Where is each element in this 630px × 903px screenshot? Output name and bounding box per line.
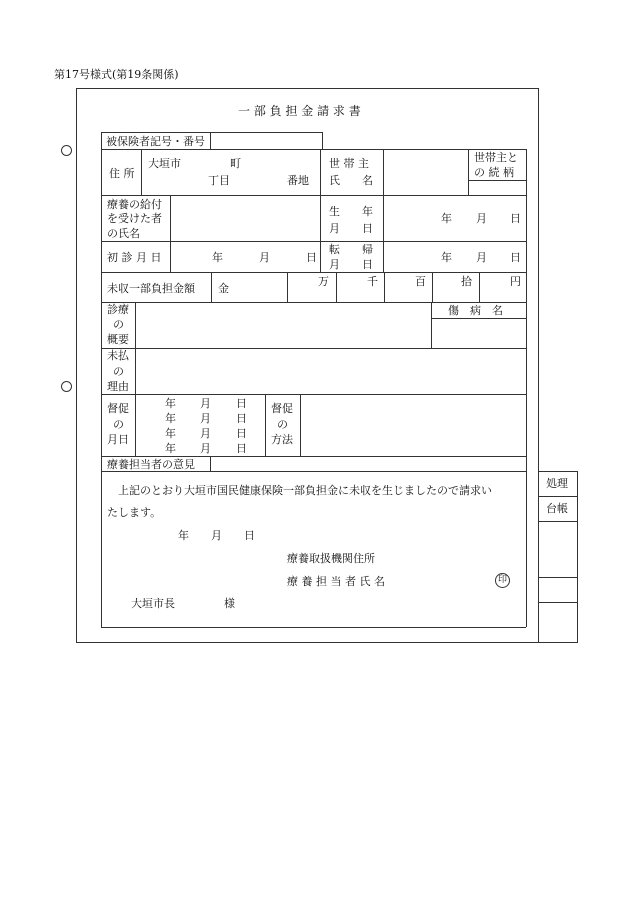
birth-label-1: 生 年 bbox=[329, 205, 373, 218]
demand-method-label-3: 方法 bbox=[271, 433, 293, 446]
demand-3-year: 年 bbox=[165, 427, 176, 440]
demand-4-year: 年 bbox=[165, 442, 176, 455]
reason-label-2: の bbox=[113, 365, 124, 378]
statement-date: 年 月 日 bbox=[178, 529, 255, 542]
juu-unit: 拾 bbox=[461, 275, 472, 288]
treatment-label-1: 診療 bbox=[107, 303, 129, 316]
address-label: 住 所 bbox=[109, 167, 135, 180]
unpaid-amount-label: 未収一部負担金額 bbox=[107, 282, 195, 295]
birth-label-2: 月 日 bbox=[329, 222, 373, 235]
kin-label: 金 bbox=[218, 282, 229, 295]
demand-method-label-2: の bbox=[277, 418, 288, 431]
opinion-label: 療養担当者の意見 bbox=[107, 458, 195, 471]
first-visit-day: 日 bbox=[306, 251, 317, 264]
sen-unit: 千 bbox=[367, 275, 378, 288]
sama-label: 様 bbox=[224, 597, 235, 610]
en-unit: 円 bbox=[510, 275, 521, 288]
first-visit-label: 初 診 月 日 bbox=[107, 251, 162, 264]
relation-label-2: の 続 柄 bbox=[474, 166, 514, 179]
demand-4-day: 日 bbox=[236, 442, 247, 455]
demand-1-year: 年 bbox=[165, 397, 176, 410]
demand-method-label-1: 督促 bbox=[271, 402, 293, 415]
disease-label: 傷 病 名 bbox=[448, 304, 503, 317]
demand-date-label-1: 督促 bbox=[107, 402, 129, 415]
seal-mark: 印 bbox=[495, 573, 510, 588]
outcome-label-2: 月 日 bbox=[329, 258, 373, 271]
statement-line-1: 上記のとおり大垣市国民健康保険一部負担金に未収を生じましたので請求い bbox=[118, 484, 492, 497]
statement-line-2: たします。 bbox=[107, 506, 162, 519]
banchi-label: 番地 bbox=[287, 174, 309, 187]
form-title: 一 部 負 担 金 請 求 書 bbox=[238, 104, 361, 118]
binding-hole-top bbox=[61, 145, 72, 156]
man-unit: 万 bbox=[318, 275, 329, 288]
birth-month: 月 bbox=[476, 212, 487, 225]
outcome-day: 日 bbox=[510, 251, 521, 264]
demand-1-day: 日 bbox=[236, 397, 247, 410]
birth-day: 日 bbox=[510, 212, 521, 225]
reason-label-3: 理由 bbox=[107, 380, 129, 393]
hyaku-unit: 百 bbox=[415, 275, 426, 288]
form-number: 第17号様式(第19条関係) bbox=[54, 68, 179, 81]
householder-label-2: 氏 名 bbox=[329, 174, 373, 187]
outcome-label-1: 転 帰 bbox=[329, 243, 373, 256]
first-visit-year: 年 bbox=[212, 251, 223, 264]
chome-label: 丁目 bbox=[208, 174, 230, 187]
mayor-label: 大垣市長 bbox=[131, 597, 175, 610]
demand-2-day: 日 bbox=[236, 412, 247, 425]
institution-address-label: 療養取扱機関住所 bbox=[287, 552, 375, 565]
binding-hole-bottom bbox=[61, 381, 72, 392]
patient-label-2: を受けた者 bbox=[107, 212, 162, 225]
demand-2-year: 年 bbox=[165, 412, 176, 425]
ledger-label: 台帳 bbox=[546, 502, 568, 515]
town-label: 町 bbox=[230, 157, 241, 170]
city-label: 大垣市 bbox=[148, 157, 181, 170]
demand-3-day: 日 bbox=[236, 427, 247, 440]
insured-id-label: 被保険者記号・番号 bbox=[106, 135, 205, 148]
treatment-label-3: 概要 bbox=[107, 333, 129, 346]
demand-date-label-3: 月日 bbox=[107, 433, 129, 446]
patient-label-1: 療養の給付 bbox=[107, 198, 162, 211]
processing-label: 処理 bbox=[546, 477, 568, 490]
demand-2-month: 月 bbox=[200, 412, 211, 425]
patient-label-3: の氏名 bbox=[107, 227, 140, 240]
outcome-year: 年 bbox=[441, 251, 452, 264]
demand-1-month: 月 bbox=[200, 397, 211, 410]
householder-label-1: 世 帯 主 bbox=[329, 157, 369, 170]
provider-name-label: 療 養 担 当 者 氏 名 bbox=[287, 575, 385, 588]
treatment-label-2: の bbox=[113, 318, 124, 331]
demand-4-month: 月 bbox=[200, 442, 211, 455]
birth-year: 年 bbox=[441, 212, 452, 225]
outcome-month: 月 bbox=[476, 251, 487, 264]
demand-3-month: 月 bbox=[200, 427, 211, 440]
relation-label-1: 世帯主と bbox=[474, 151, 518, 164]
first-visit-month: 月 bbox=[259, 251, 270, 264]
reason-label-1: 未払 bbox=[107, 349, 129, 362]
demand-date-label-2: の bbox=[113, 418, 124, 431]
